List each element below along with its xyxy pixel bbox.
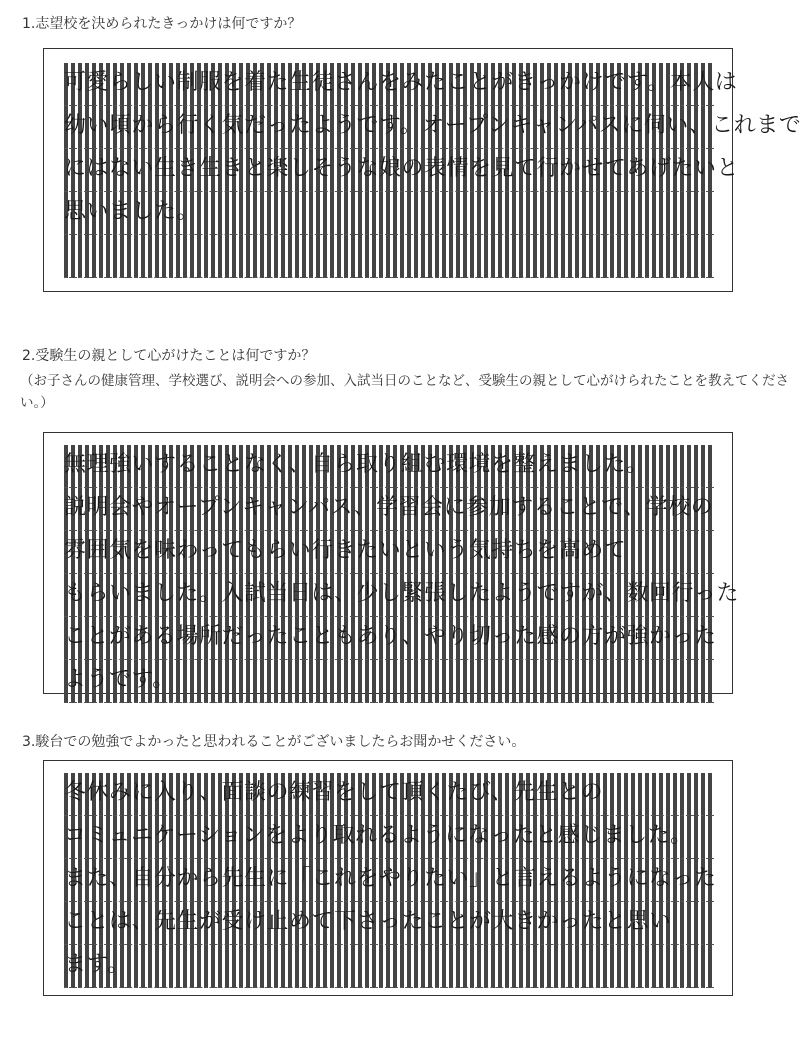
answer-line: 可愛らしい制服を着た生徒さんをみたことがきっかけです。本人は [64,63,714,106]
answer-2-text [64,445,740,703]
answer-line: また、自分から先生に「これをやりたい」と言えるようになった [64,859,714,902]
answer-line: ます。 [64,945,714,988]
answer-box-2 [43,432,740,694]
answer-line: ことは、先生が受け止めて下さったことが大きかったと思い [64,902,714,945]
answer-box-1 [43,48,801,292]
question-2-note: （お子さんの健康管理、学校選び、説明会への参加、入試当日のことなど、受験生の親として心がけられたことを教えてください。） [20,373,789,411]
answer-line: もらいました。入試当日は、少し緊張したようですが、数回行った [64,574,714,617]
answer-box-3 [43,760,733,996]
answer-line: 無理強いすることなく、自ら取り組む環境を整えました。 [64,445,714,488]
answer-line: コミュニケーションをより取れるようになったと感じました。 [64,816,714,859]
question-3-label: 3.駿台での勉強でよかったと思われることがございましたらお聞かせください。 [22,734,526,750]
answer-line: 思いました。 [64,192,714,235]
answer-line: 説明会やオープンキャンパス、学習会に参加することで、学校の [64,488,714,531]
answer-3-text [64,773,717,988]
answer-1-text [64,63,801,278]
answer-line: 冬休みに入り、面談の練習をして頂くたび、先生との [64,773,714,816]
question-1-label: 1.志望校を決められたきっかけは何ですか？ [22,16,302,32]
answer-line [64,235,714,278]
answer-line: 雰囲気を味わってもらい行きたいという気持ちを高めて [64,531,714,574]
answer-line: 幼い頃から行く気だったようです。オープンキャンパスに伺い、これまで [64,106,714,149]
answer-line: ようです。 [64,660,714,703]
answer-line: ことがある場所だったこともあり、やり切った感の方が強かった [64,617,714,660]
question-2-label: 2.受験生の親として心がけたことは何ですか？ [22,348,316,364]
answer-line: にはない生き生きと楽しそうな娘の表情を見て行かせてあげたいと [64,149,714,192]
